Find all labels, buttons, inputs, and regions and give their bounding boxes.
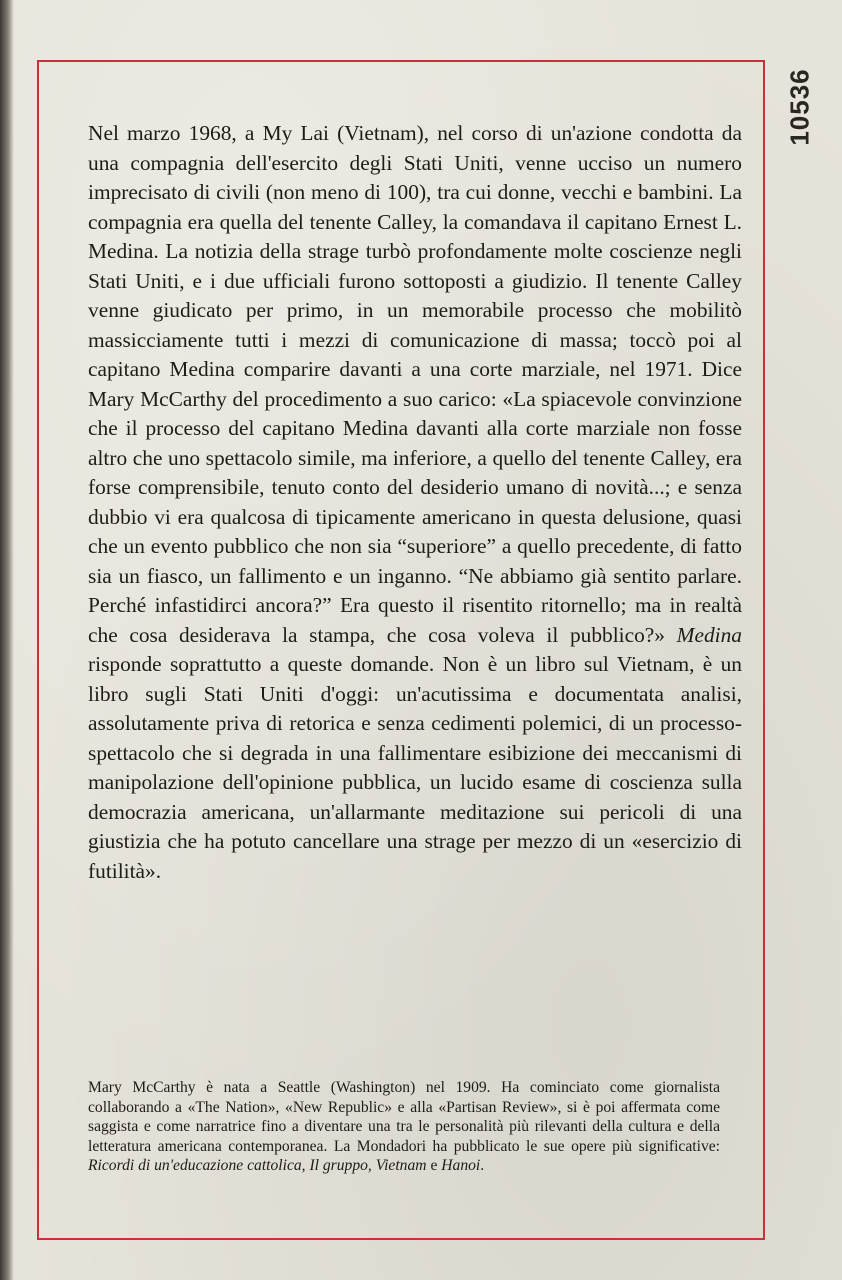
library-stamp [760, 52, 840, 162]
bio-conjunction: e [430, 1157, 438, 1174]
blurb-paragraph-part1: Nel marzo 1968, a My Lai (Vietnam), nel corso di un'azione condotta da una compagnia dell'esercito degli Stati Uniti, venne ucciso un numero imprecisato di civili (non meno di 100), tra cui donne, vecchi e bambini. La compagnia era quella del tenente Calley, la comandava il capitano Ernest L. Medina. La notizia della strage turbò profondamente molte coscienze negli Stati Uniti, e i due ufficiali furono sottoposti a giudizio. Il tenente Calley venne giudicato per primo, in un memorabile processo che mobilitò massicciamente tutti i mezzi di comunicazione di massa; toccò poi al capitano Medina comparire davanti a una corte marziale, nel 1971. Dice Mary McCarthy del procedimento a suo carico: «La spiacevole convinzione che il processo del capitano Medina davanti alla corte marziale non fosse altro che uno spettacolo simile, ma inferiore, a quello del tenente Calley, era forse comprensibile, tenuto conto del desiderio umano di novità...; e senza dubbio vi era qualcosa di tipicamente americano in questa delusione, quasi che un evento pubblico che non sia “superiore” a quello precedente, di fatto sia un fiasco, un fallimento e un inganno. “Ne abbiamo già sentito parlare. Perché infastidirci ancora?” Era questo il risentito ritornello; ma in realtà che cosa desiderava la stampa, che cosa voleva il pubblico?» [88, 121, 742, 647]
bio-end: . [480, 1157, 485, 1174]
author-bio [88, 1078, 720, 1176]
bio-text: Mary McCarthy è nata a Seattle (Washington) nel 1909. Ha cominciato come giornalista collaborando a «The Nation», «New Republic» e alla «Partisan Review», si è poi affermata come saggista e come narratrice fino a diventare una tra le personalità più rilevanti della cultura e della letteratura americana contemporanea. La Mondadori ha pubblicato le sue opere più significative: [88, 1079, 720, 1155]
book-title: Medina [676, 622, 742, 647]
spine-shadow [0, 0, 14, 1280]
bio-works: Ricordi di un'educazione cattolica, Il gruppo, Vietnam [88, 1157, 427, 1174]
bio-last-work: Hanoi [441, 1157, 481, 1174]
blurb-text [88, 119, 742, 886]
stamp-number: 10536 [784, 68, 815, 146]
blurb-paragraph-part2: risponde soprattutto a queste domande. Non è un libro sul Vietnam, è un libro sugli Stati Uniti d'oggi: un'acutissima e documentata analisi, assolutamente priva di retorica e senza cedimenti polemici, di un processo-spettacolo che si degrada in una fallimentare esibizione dei meccanismi di manipolazione dell'opinione pubblica, un lucido esame di coscienza sulla democrazia americana, un'allarmante meditazione sui pericoli di una giustizia che ha potuto cancellare una strage per mezzo di un «esercizio di futilità». [88, 652, 742, 883]
